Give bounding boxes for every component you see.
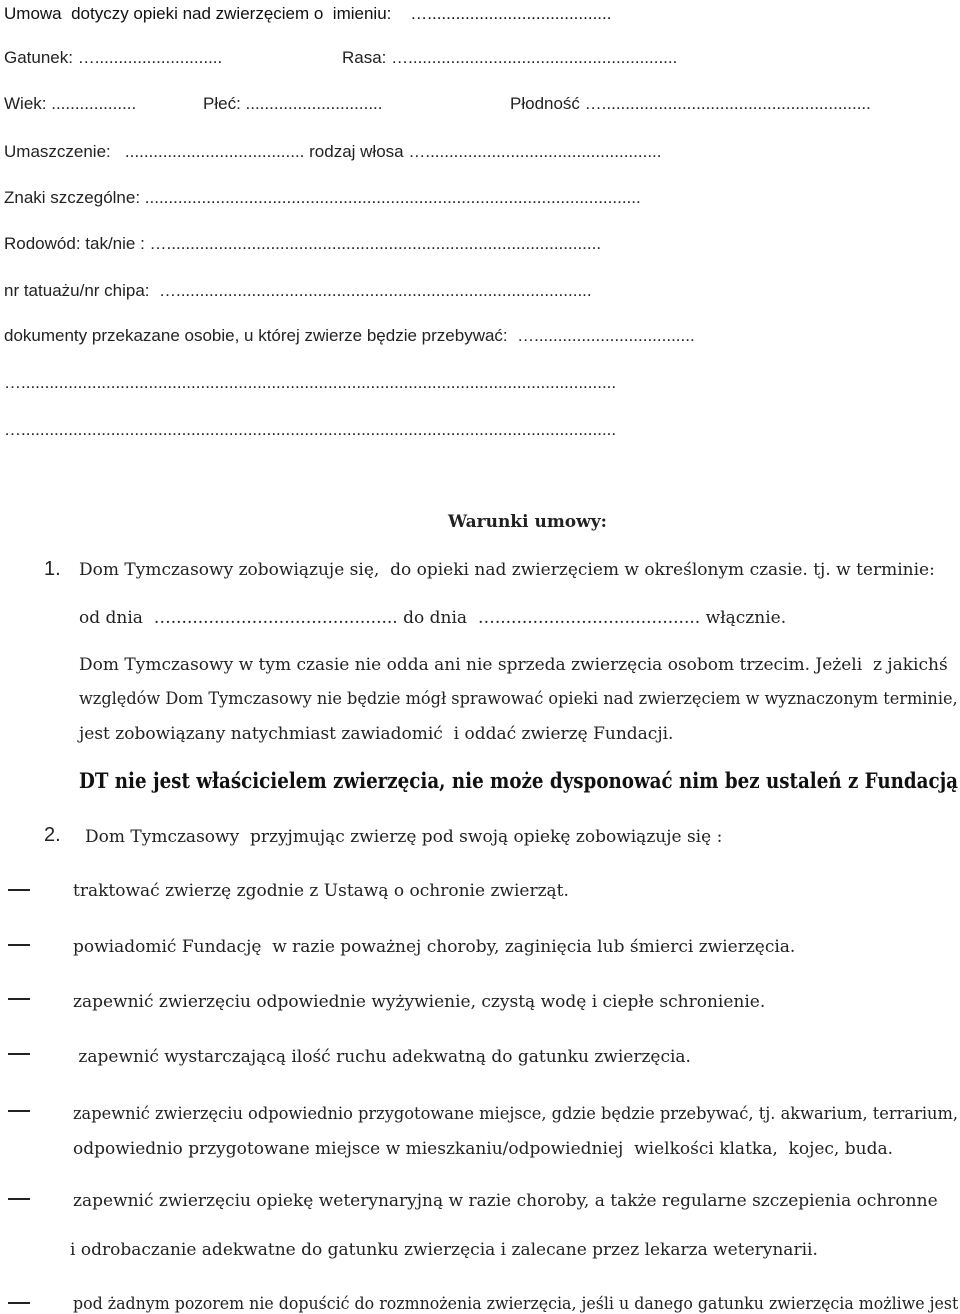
coloring-field: Umaszczenie: ...................................... rodzaj włosa ….................................................. [4, 142, 662, 161]
section-1-number: 1. [44, 558, 61, 580]
age-field: Wiek: .................. [4, 94, 137, 113]
documents-line-2: ….............................................................................................................................. [4, 420, 617, 439]
section-2-intro: Dom Tymczasowy przyjmując zwierzę pod swoją opiekę zobowiązuje się : [85, 827, 723, 847]
obligation-item: traktować zwierzę zgodnie z Ustawą o ochronie zwierząt. [73, 881, 569, 901]
bullet-dash [8, 998, 30, 1000]
section-1-text: Dom Tymczasowy zobowiązuje się, do opieki nad zwierzęciem w określonym czasie. tj. w terminie: [79, 560, 935, 580]
bullet-dash [8, 889, 30, 891]
section-1-paragraph-2: względów Dom Tymczasowy nie będzie mógł sprawować opieki nad zwierzęciem w wyznaczonym terminie, [79, 689, 958, 709]
date-range: od dnia ….......................................... do dnia …...................................... włącznie. [79, 608, 787, 628]
obligation-item-continuation: i odrobaczanie adekwatne do gatunku zwierzęcia i zalecane przez lekarza weterynarii. [70, 1240, 818, 1260]
bullet-dash [8, 1302, 30, 1304]
document-title: Umowa dotyczy opieki nad zwierzęciem o imieniu: …....................................... [4, 4, 612, 23]
documents-line-1: ….............................................................................................................................. [4, 373, 617, 392]
obligation-item: zapewnić wystarczającą ilość ruchu adekwatną do gatunku zwierzęcia. [73, 1047, 691, 1067]
fertility-field: Płodność …......................................................... [510, 94, 871, 113]
documents-field: dokumenty przekazane osobie, u której zwierze będzie przebywać: ….................................. [4, 326, 695, 345]
obligation-item: powiadomić Fundację w razie poważnej choroby, zaginięcia lub śmierci zwierzęcia. [73, 937, 796, 957]
bullet-dash [8, 944, 30, 946]
breed-field: Rasa: …......................................................... [342, 48, 678, 67]
obligation-item: zapewnić zwierzęciu opiekę weterynaryjną w razie choroby, a także regularne szczepienia ochronne [73, 1191, 938, 1211]
sex-field: Płeć: ............................. [203, 94, 383, 113]
obligation-item-continuation: odpowiednio przygotowane miejsce w mieszkaniu/odpowiedniej wielkości klatka, kojec, buda. [73, 1139, 893, 1159]
bullet-dash [8, 1053, 30, 1055]
chip-field: nr tatuażu/nr chipa: …........................................................................................ [4, 281, 592, 300]
obligation-item: zapewnić zwierzęciu odpowiednio przygotowane miejsce, gdzie będzie przebywać, tj. akwarium, terrarium, [73, 1104, 959, 1124]
special-marks-field: Znaki szczególne: ......................................................................................................... [4, 188, 641, 207]
section-1-paragraph-1: Dom Tymczasowy w tym czasie nie odda ani nie sprzeda zwierzęcia osobom trzecim. Jeżeli z jakichś [79, 655, 948, 675]
bullet-dash [8, 1110, 30, 1112]
section-1-paragraph-3: jest zobowiązany natychmiast zawiadomić i oddać zwierzę Fundacji. [79, 724, 674, 744]
obligation-item: pod żadnym pozorem nie dopuścić do rozmnożenia zwierzęcia, jeśli u danego gatunku zwierzęcia możliwe jest [73, 1294, 959, 1314]
ownership-notice: DT nie jest właścicielem zwierzęcia, nie może dysponować nim bez ustaleń z Fundacją [79, 768, 959, 793]
bullet-dash [8, 1198, 30, 1200]
obligation-item: zapewnić zwierzęciu odpowiednie wyżywienie, czystą wodę i ciepłe schronienie. [73, 992, 766, 1012]
terms-heading: Warunki umowy: [448, 512, 607, 532]
pedigree-field: Rodowód: tak/nie : …............................................................................................ [4, 234, 602, 253]
section-2-number: 2. [44, 824, 61, 846]
species-field: Gatunek: …........................... [4, 48, 223, 67]
